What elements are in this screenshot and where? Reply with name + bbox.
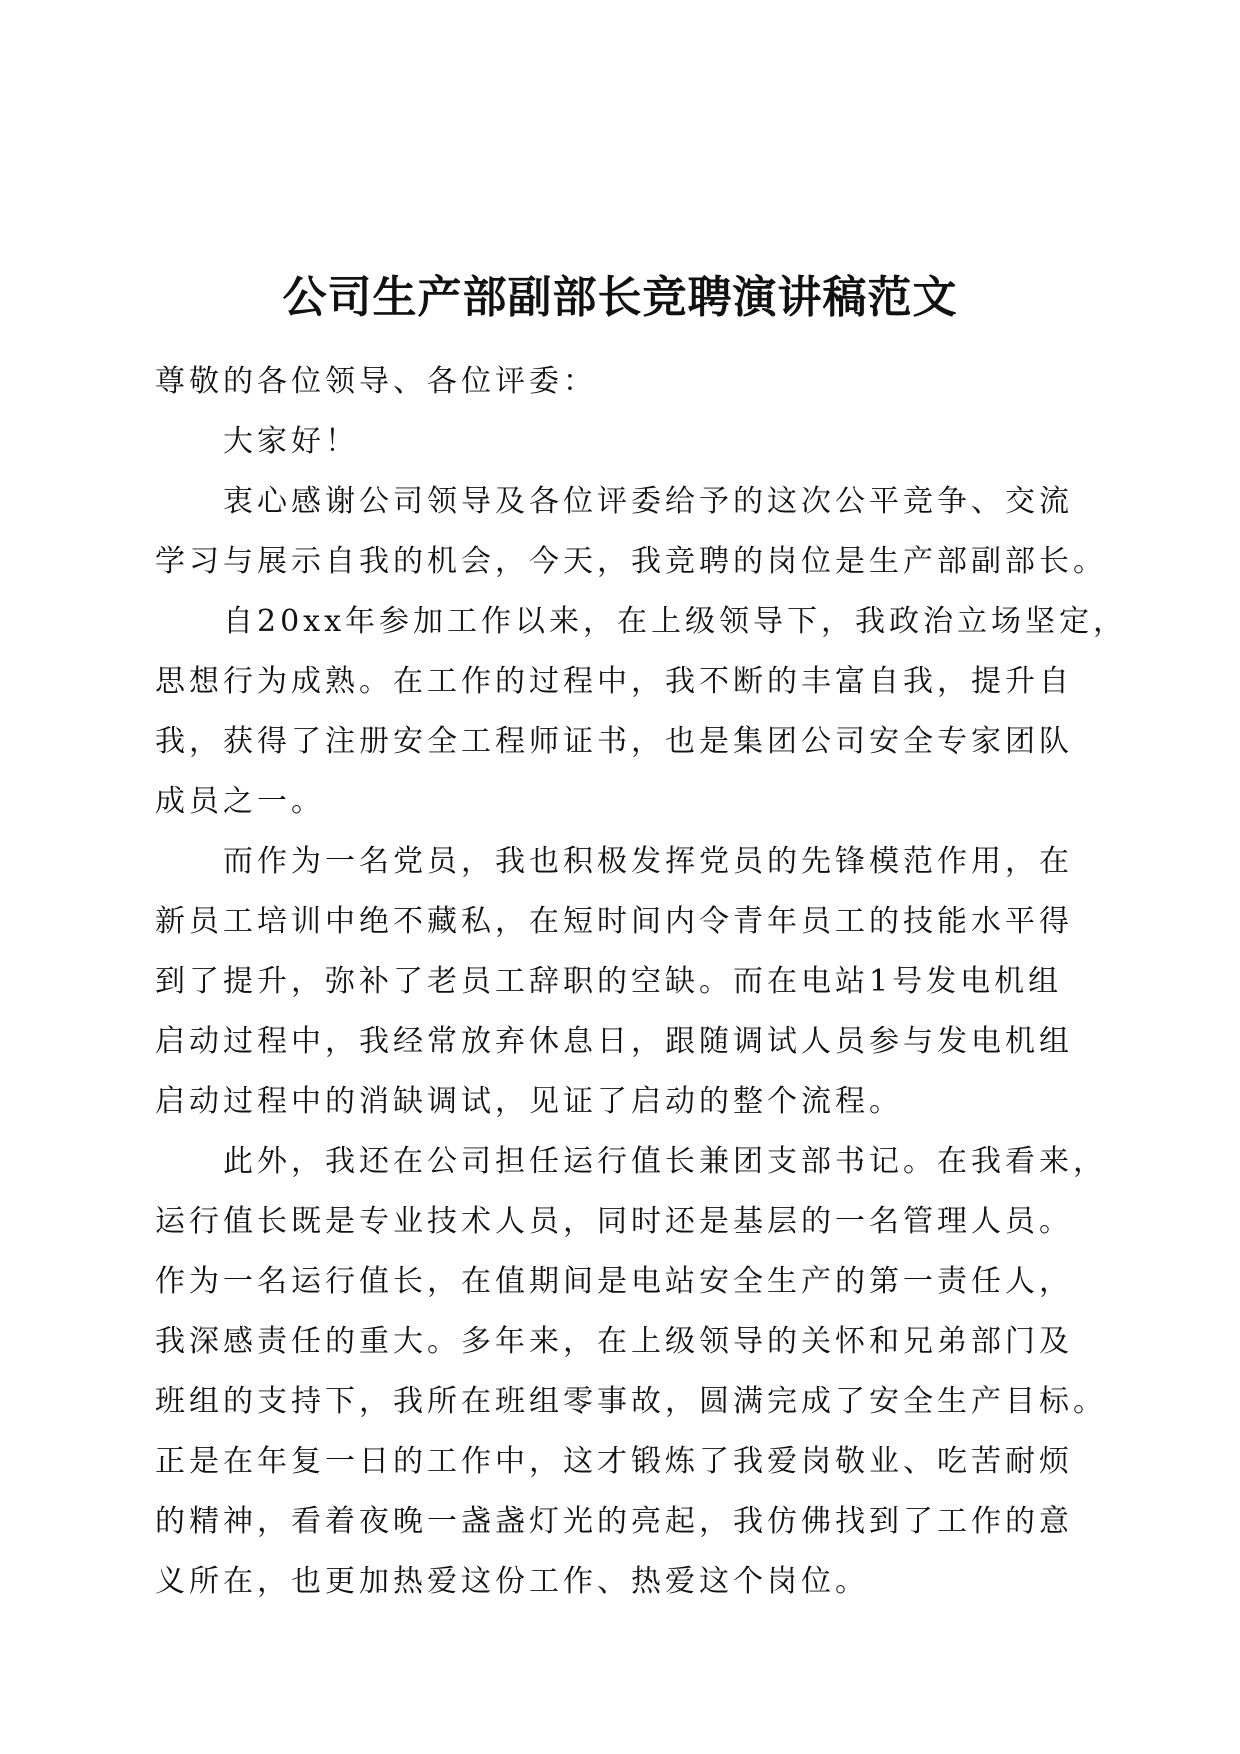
body-line: 大家好！ [223,424,359,459]
body-line: 学习与展示自我的机会，今天，我竞聘的岗位是生产部副部长。 [155,544,1107,579]
body-line: 我，获得了注册安全工程师证书，也是集团公司安全专家团队 [155,724,1073,759]
body-line: 义所在，也更加热爱这份工作、热爱这个岗位。 [155,1564,869,1599]
body-line: 自20xx年参加工作以来，在上级领导下，我政治立场坚定， [223,604,1128,639]
body-line: 到了提升，弥补了老员工辞职的空缺。而在电站1号发电机组 [155,964,1063,999]
body-line: 衷心感谢公司领导及各位评委给予的这次公平竞争、交流 [223,484,1073,519]
body-line: 成员之一。 [155,784,325,819]
body-line: 正是在年复一日的工作中，这才锻炼了我爱岗敬业、吃苦耐烦 [155,1444,1073,1479]
body-line: 我深感责任的重大。多年来，在上级领导的关怀和兄弟部门及 [155,1324,1073,1359]
body-line: 新员工培训中绝不藏私，在短时间内令青年员工的技能水平得 [155,904,1073,939]
body-line: 此外，我还在公司担任运行值长兼团支部书记。在我看来， [223,1144,1107,1179]
body-line: 思想行为成熟。在工作的过程中，我不断的丰富自我，提升自 [155,664,1073,699]
document-body [155,352,1128,1612]
body-line: 启动过程中，我经常放弃休息日，跟随调试人员参与发电机组 [155,1024,1073,1059]
document-title: 公司生产部副部长竞聘演讲稿范文 [282,272,958,323]
body-line: 启动过程中的消缺调试，见证了启动的整个流程。 [155,1084,903,1119]
body-line: 尊敬的各位领导、各位评委： [155,364,597,399]
body-line: 班组的支持下，我所在班组零事故，圆满完成了安全生产目标。 [155,1384,1107,1419]
body-line: 而作为一名党员，我也积极发挥党员的先锋模范作用，在 [223,844,1073,879]
body-line: 的精神，看着夜晚一盏盏灯光的亮起，我仿佛找到了工作的意 [155,1504,1073,1539]
body-line: 作为一名运行值长，在值期间是电站安全生产的第一责任人， [155,1264,1073,1299]
body-line: 运行值长既是专业技术人员，同时还是基层的一名管理人员。 [155,1204,1073,1239]
